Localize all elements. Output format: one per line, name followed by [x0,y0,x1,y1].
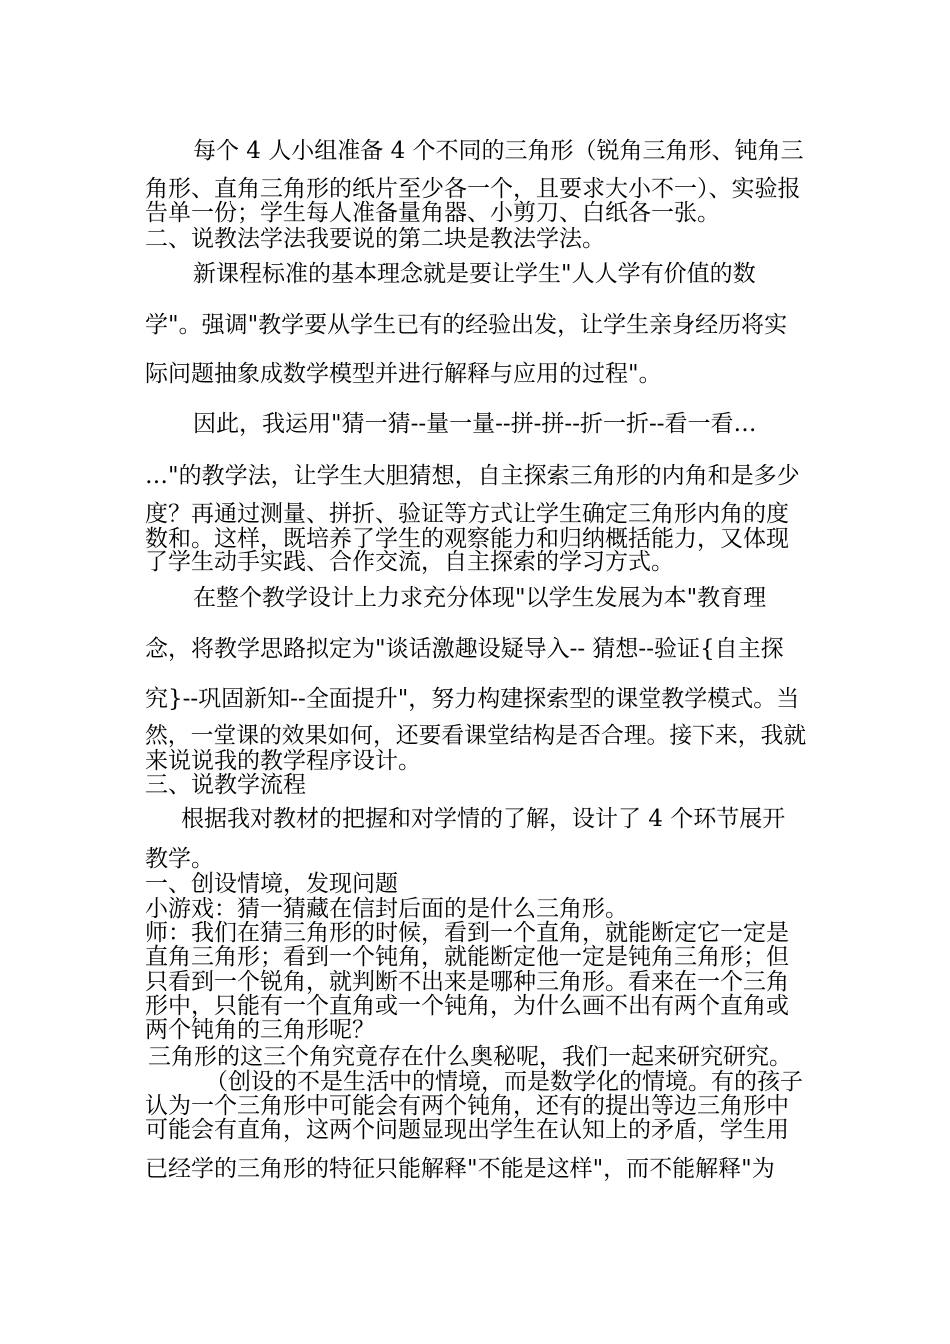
text-line: 三角形的这三个角究竟存在什么奥秘呢，我们一起来研究研究。 [148,1044,792,1070]
text-line: 度？再通过测量、拼折、验证等方式让学生确定三角形内角的度 [145,501,789,527]
text-line: 直角三角形；看到一个钝角，就能断定他一定是钝角三角形；但 [145,944,789,970]
text-line: 学"。强调"教学要从学生已有的经验出发，让学生亲身经历将实 [145,312,788,338]
text-line: 因此，我运用"猜一猜--量一量--拼-拼--折一折--看一看… [193,411,757,437]
text-line: （创设的不是生活中的情境，而是数学化的情境。有的孩子 [205,1069,803,1095]
text-line: 了学生动手实践、合作交流，自主探索的学习方式。 [145,549,674,575]
text-line: 际问题抽象成数学模型并进行解释与应用的过程"。 [145,361,662,387]
section-heading: 一、创设情境，发现问题 [145,871,398,897]
text-line: 角形、直角三角形的纸片至少各一个，且要求大小不一）、实验报 [145,176,801,202]
text-line: 根据我对教材的把握和对学情的了解，设计了 4 个环节展开 [181,806,786,832]
text-line: 认为一个三角形中可能会有两个钝角，还有的提出等边三角形中 [145,1093,789,1119]
text-line: 数和。这样，既培养了学生的观察能力和归纳概括能力，又体现 [145,526,789,552]
section-heading: 三、说教学流程 [145,772,306,798]
text-line: 念，将教学思路拟定为"谈话激趣设疑导入-- 猜想--验证{自主探 [145,636,784,662]
text-line: 然，一堂课的效果如何，还要看课堂结构是否合理。接下来，我就 [145,723,807,749]
text-line: 每个 4 人小组准备 4 个不同的三角形（锐角三角形、钝角三 [193,138,804,164]
text-line: 告单一份；学生每人准备量角器、小剪刀、白纸各一张。 [145,200,720,226]
text-line: 小游戏：猜一猜藏在信封后面的是什么三角形。 [145,896,628,922]
text-line: 来说说我的教学程序设计。 [145,748,421,774]
text-line: 只看到一个锐角，就判断不出来是哪种三角形。看来在一个三角 [145,969,789,995]
text-line: 新课程标准的基本理念就是要让学生"人人学有价值的数 [193,261,756,287]
text-line: 师：我们在猜三角形的时候，看到一个直角，就能断定它一定是 [145,920,789,946]
text-line: 形中，只能有一个直角或一个钝角，为什么画不出有两个直角或 [145,993,789,1019]
text-line: 已经学的三角形的特征只能解释"不能是这样"，而不能解释"为 [145,1156,775,1182]
text-line: 究}--巩固新知--全面提升"，努力构建探索型的课堂教学模式。当 [145,686,800,712]
text-line: 教学。 [145,846,214,872]
text-line: 可能会有直角，这两个问题显现出学生在认知上的矛盾，学生用 [145,1117,789,1143]
text-line: 在整个教学设计上力求充分体现"以学生发展为本"教育理 [193,585,767,611]
text-line: …"的教学法，让学生大胆猜想，自主探索三角形的内角和是多少 [145,463,800,489]
text-line: 两个钝角的三角形呢？ [145,1017,375,1043]
section-heading: 二、说教法学法我要说的第二块是教法学法。 [145,226,605,252]
